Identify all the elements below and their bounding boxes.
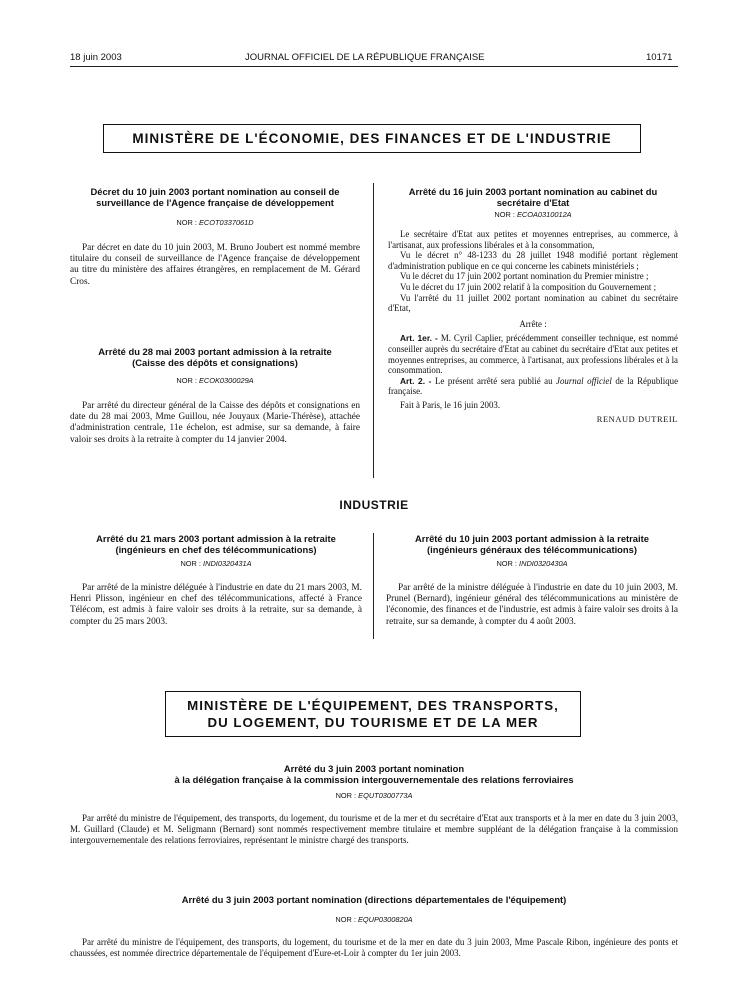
arrete-prunel-body: Par arrêté de la ministre déléguée à l'industrie en date du 10 juin 2003, M. Prunel (Bernard), ingénieur général des télécommunications au ministère de l'économie, des finances et de l'industrie, est admis à faire valoir ses droits à la retraite, sur sa demande, à compter du 4 août 2003. <box>386 583 678 627</box>
ministry-equipement-line2: DU LOGEMENT, DU TOURISME ET DE LA MER <box>207 715 539 730</box>
header-date: 18 juin 2003 <box>70 52 122 63</box>
arrete-cabinet-section <box>388 186 678 425</box>
arrete-ferroviaires-section <box>70 763 678 845</box>
fait-a-paris: Fait à Paris, le 16 juin 2003. <box>400 399 501 410</box>
arrete-plisson-subtitle: (ingénieurs en chef des télécommunications) <box>115 544 317 555</box>
decret-afd-title: Décret du 10 juin 2003 portant nomination au conseil de surveillance de l'Agence française de développement <box>90 186 340 208</box>
arrete-caisse-body: Par arrêté du directeur général de la Caisse des dépôts et consignations en date du 28 mai 2003, Mme Guillou, née Jouyaux (Marie-Thérèse), attachée d'administration centrale, 11e échelon, est admise, sur sa demande, à faire valoir ses droits à la retraite à compter du 14 janvier 2004. <box>70 401 360 445</box>
arrete-caisse-nor: NOR : ECOK0300029A <box>176 376 254 385</box>
arrete-plisson-section <box>70 533 362 628</box>
column-divider-industrie <box>373 533 374 639</box>
visa-line: Vu l'arrêté du 11 juillet 2002 portant nomination au cabinet du secrétaire d'Etat, <box>388 292 678 314</box>
arrete-dde-nor: NOR : EQUP0300820A <box>335 915 413 924</box>
arrete-caisse-subtitle: (Caisse des dépôts et consignations) <box>132 357 298 368</box>
visa-line: Vu le décret du 17 juin 2002 relatif à la composition du Gouvernement ; <box>400 281 657 292</box>
arrete-prunel-nor: NOR : INDI0320430A <box>496 559 568 568</box>
arrete-cabinet-nor: NOR : ECOA0310012A <box>494 210 572 219</box>
decret-afd-body: Par décret en date du 10 juin 2003, M. Bruno Joubert est nommé membre titulaire du conseil de surveillance de l'Agence française de développement au titre du ministère des affaires étrangères, en remplacement de M. Gérard Cros. <box>70 243 360 287</box>
arrete-cabinet-body <box>388 229 678 425</box>
arrete-cabinet-title: Arrêté du 16 juin 2003 portant nomination au cabinet du secrétaire d'Etat <box>408 186 658 208</box>
arrete-prunel-title: Arrêté du 10 juin 2003 portant admission à la retraite <box>415 533 649 544</box>
article-1: Art. 1er. - M. Cyril Caplier, précédemment conseiller technique, est nommé conseiller auprès du secrétaire d'Etat au cabinet du secrétaire d'Etat aux petites et moyennes entreprises, au commerce, à l'artisanat, aux professions libérales et à la consommation. <box>388 333 678 376</box>
arrete-plisson-body: Par arrêté de la ministre déléguée à l'industrie en date du 21 mars 2003, M. Henri Plisson, ingénieur en chef des télécommunications, affecté à France Télécom, est admis à faire valoir ses droits à la retraite, sur sa demande, à compter du 25 mars 2003. <box>70 583 362 627</box>
ministry-economie-box <box>103 124 641 153</box>
ministry-equipement-box <box>165 691 581 737</box>
arrete-ferroviaires-subtitle: à la délégation française à la commission intergouvernementale des relations ferroviaires <box>174 774 574 785</box>
arrete-ferroviaires-body: Par arrêté du ministre de l'équipement, des transports, du logement, du tourisme et de la mer et du secrétaire d'Etat aux transports et à la mer en date du 3 juin 2003, M. Guillard (Claude) et M. Seligmann (Bernard) sont nommés respectivement membre titulaire et membre suppléant de la délégation française à la commission intergouvernementale des relations ferroviaires, représentant le ministre chargé des transports. <box>70 813 678 845</box>
visa-line: Vu le décret du 17 juin 2002 portant nomination du Premier ministre ; <box>400 271 649 282</box>
arrete-ferroviaires-nor: NOR : EQUT0300773A <box>335 791 413 800</box>
journal-title: JOURNAL OFFICIEL DE LA RÉPUBLIQUE FRANÇAISE <box>245 52 485 63</box>
column-divider-top <box>373 183 374 478</box>
arrete-word: Arrête : <box>519 318 547 329</box>
visa-line: Vu le décret n° 48-1233 du 28 juillet 1948 modifié portant règlement d'administration publique en ce qui concerne les cabinets ministériels ; <box>388 250 678 271</box>
arrete-dde-body: Par arrêté du ministre de l'équipement, des transports, du logement, du tourisme et de la mer en date du 3 juin 2003, Mme Pascale Ribon, ingénieure des ponts et chaussées, est nommée directrice départementale de l'équipement d'Eure-et-Loir à compter du 1er juin 2003. <box>70 937 678 958</box>
article-2: Art. 2. - Le présent arrêté sera publié au Journal officiel de la République française. <box>388 375 679 397</box>
visa-line: Le secrétaire d'Etat aux petites et moyennes entreprises, au commerce, à l'artisanat, aux professions libérales et à la consommation, <box>388 229 678 250</box>
arrete-ferroviaires-title: Arrêté du 3 juin 2003 portant nomination <box>283 763 465 774</box>
decret-afd-nor: NOR : ECOT0337061D <box>176 218 254 227</box>
arrete-dde-section <box>70 894 678 959</box>
decret-afd-section <box>70 186 360 288</box>
header-rule <box>70 66 678 67</box>
arrete-caisse-section <box>70 346 360 446</box>
industrie-heading: INDUSTRIE <box>339 498 409 512</box>
arrete-caisse-title: Arrêté du 28 mai 2003 portant admission à la retraite <box>98 346 332 357</box>
arrete-plisson-nor: NOR : INDI0320431A <box>180 559 252 568</box>
ministry-equipement-line1: MINISTÈRE DE L'ÉQUIPEMENT, DES TRANSPORTS, <box>187 698 559 713</box>
page-number: 10171 <box>646 52 673 63</box>
ministry-economie-title: MINISTÈRE DE L'ÉCONOMIE, DES FINANCES ET DE L'INDUSTRIE <box>132 131 612 146</box>
arrete-prunel-section <box>386 533 678 628</box>
arrete-plisson-title: Arrêté du 21 mars 2003 portant admission à la retraite <box>96 533 336 544</box>
arrete-dde-title: Arrêté du 3 juin 2003 portant nomination (directions départementales de l'équipement) <box>181 894 567 905</box>
arrete-prunel-subtitle: (ingénieurs généraux des télécommunications) <box>427 544 637 555</box>
signature: RENAUD DUTREIL <box>596 414 678 424</box>
